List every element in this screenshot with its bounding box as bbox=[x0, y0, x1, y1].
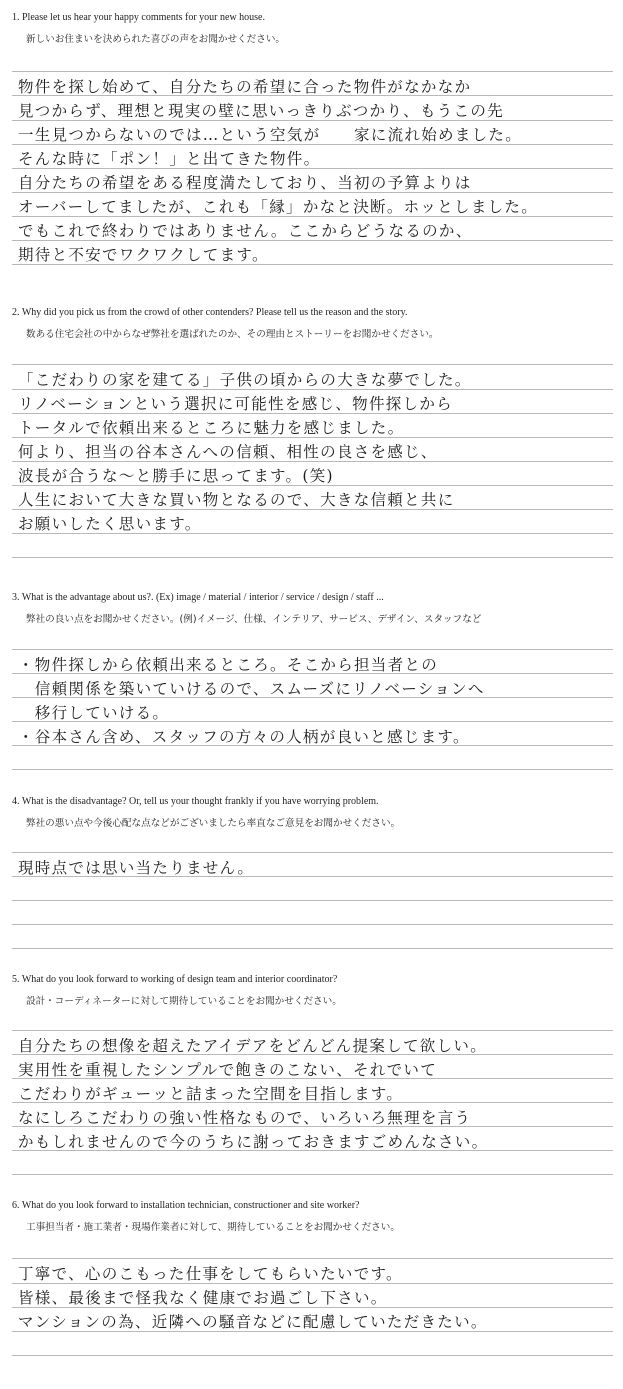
answer-rule bbox=[12, 948, 613, 949]
answer-rule bbox=[12, 1258, 613, 1259]
question-1-japanese: 新しいお住まいを決められた喜びの声をお聞かせください。 bbox=[26, 34, 286, 45]
answer-line: こだわりがギューッと詰まった空間を目指します。 bbox=[18, 1085, 404, 1103]
answer-line: 期待と不安でワクワクしてます。 bbox=[18, 246, 269, 264]
answer-line: でもこれで終わりではありません。ここからどうなるのか、 bbox=[18, 222, 473, 240]
answer-line: 信頼関係を築いていけるので、スムーズにリノベーションへ bbox=[18, 680, 485, 698]
answer-line: 波長が合うな〜と勝手に思ってます。(笑) bbox=[18, 467, 334, 485]
answer-line: 皆様、最後まで怪我なく健康でお過ごし下さい。 bbox=[18, 1289, 388, 1307]
answer-line: ・谷本さん含め、スタッフの方々の人柄が良いと感じます。 bbox=[18, 728, 470, 746]
question-5-japanese: 設計・コーディネーターに対して期待していることをお聞かせください。 bbox=[26, 996, 342, 1007]
answer-rule bbox=[12, 649, 613, 650]
question-3-japanese: 弊社の良い点をお聞かせください。(例)イメージ、仕様、インテリア、サービス、デザイン、スタッフなど bbox=[26, 614, 482, 625]
question-5-english: 5. What do you look forward to working of design team and interior coordinator? bbox=[12, 974, 338, 985]
answer-rule bbox=[12, 924, 613, 925]
answer-line: なにしろこだわりの強い性格なもので、いろいろ無理を言う bbox=[18, 1109, 472, 1127]
answer-line: 実用性を重視したシンプルで飽きのこない、それでいて bbox=[18, 1061, 437, 1079]
answer-rule bbox=[12, 71, 613, 72]
answer-line: お願いしたく思います。 bbox=[18, 515, 202, 533]
answer-line: ・物件探しから依頼出来るところ。そこから担当者との bbox=[18, 656, 439, 674]
answer-rule bbox=[12, 364, 613, 365]
answer-line: リノベーションという選択に可能性を感じ、物件探しから bbox=[18, 395, 453, 413]
answer-rule bbox=[12, 769, 613, 770]
answer-line: 見つからず、理想と現実の壁に思いっきりぶつかり、もうこの先 bbox=[18, 102, 504, 120]
answer-rule bbox=[12, 900, 613, 901]
answer-rule bbox=[12, 1174, 613, 1175]
question-3-english: 3. What is the advantage about us?. (Ex) image / material / interior / service / design / staff ... bbox=[12, 592, 384, 603]
answer-line: 一生見つからないのでは…という空気が 家に流れ始めました。 bbox=[18, 126, 523, 144]
question-1-english: 1. Please let us hear your happy comments for your new house. bbox=[12, 12, 265, 23]
answer-line: かもしれませんので今のうちに謝っておきますごめんなさい。 bbox=[18, 1133, 489, 1151]
question-4-japanese: 弊社の悪い点や今後心配な点などがございましたら率直なご意見をお聞かせください。 bbox=[26, 818, 401, 829]
answer-line: オーバーしてましたが、これも「縁」かなと決断。ホッとしました。 bbox=[18, 198, 539, 216]
answer-line: 「こだわりの家を建てる」子供の頃からの大きな夢でした。 bbox=[18, 371, 472, 389]
answer-line: トータルで依頼出来るところに魅力を感じました。 bbox=[18, 419, 405, 437]
answer-line: マンションの為、近隣への騒音などに配慮していただきたい。 bbox=[18, 1313, 488, 1331]
answer-line: 現時点では思い当たりません。 bbox=[18, 859, 255, 877]
answer-line: そんな時に「ポン！」と出てきた物件。 bbox=[18, 150, 321, 168]
answer-rule bbox=[12, 1030, 613, 1031]
question-2-english: 2. Why did you pick us from the crowd of other contenders? Please tell us the reason and the story. bbox=[12, 307, 408, 318]
question-6-english: 6. What do you look forward to installation technician, constructioner and site worker? bbox=[12, 1200, 360, 1211]
answer-rule bbox=[12, 852, 613, 853]
answer-line: 丁寧で、心のこもった仕事をしてもらいたいです。 bbox=[18, 1265, 403, 1283]
question-4-english: 4. What is the disadvantage? Or, tell us your thought frankly if you have worrying problem. bbox=[12, 796, 379, 807]
question-6-japanese: 工事担当者・施工業者・現場作業者に対して、期待していることをお聞かせください。 bbox=[26, 1222, 400, 1233]
answer-line: 人生において大きな買い物となるので、大きな信頼と共に bbox=[18, 491, 455, 509]
answer-line: 何より、担当の谷本さんへの信頼、相性の良さを感じ、 bbox=[18, 443, 438, 461]
question-2-japanese: 数ある住宅会社の中からなぜ弊社を選ばれたのか、その理由とストーリーをお聞かせください。 bbox=[26, 329, 439, 340]
answer-line: 移行していける。 bbox=[18, 704, 170, 722]
answer-line: 自分たちの希望をある程度満たしており、当初の予算よりは bbox=[18, 174, 472, 192]
answer-rule bbox=[12, 1355, 613, 1356]
answer-rule bbox=[12, 557, 613, 558]
answer-line: 物件を探し始めて、自分たちの希望に合った物件がなかなか bbox=[18, 78, 472, 96]
answer-line: 自分たちの想像を超えたアイデアをどんどん提案して欲しい。 bbox=[18, 1037, 488, 1055]
